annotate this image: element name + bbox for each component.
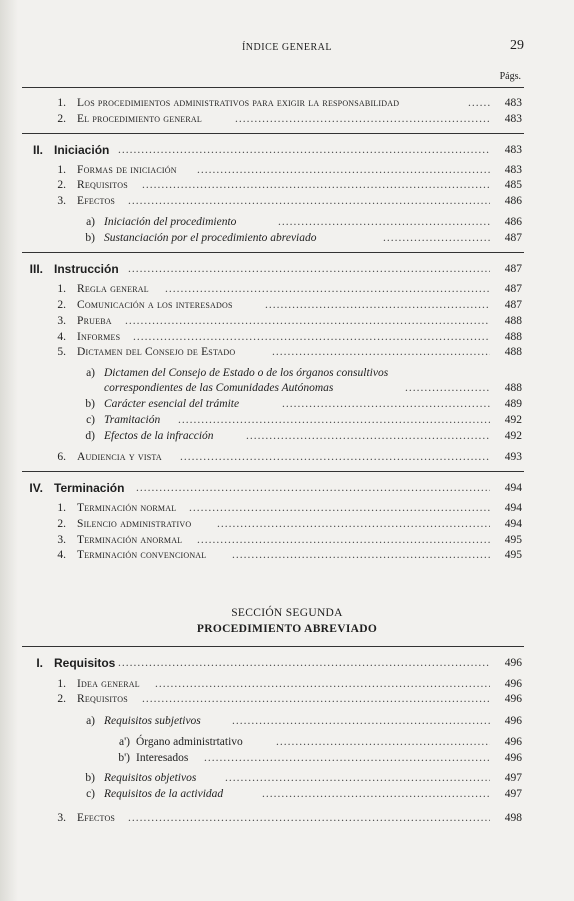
- toc-entry-title: Regla general: [77, 283, 149, 295]
- dot-leader: [246, 429, 490, 444]
- toc-entry-number: b'): [118, 752, 130, 764]
- dot-leader: [118, 656, 490, 671]
- toc-entry-title: Sustanciación por el procedimiento abreviado: [104, 232, 317, 244]
- dot-leader: [405, 381, 490, 396]
- toc-entry-page: 485: [504, 179, 522, 191]
- toc-entry-page: 483: [504, 113, 522, 125]
- toc-entry-number: 2.: [57, 113, 66, 125]
- toc-entry-number: d): [85, 430, 95, 442]
- dot-leader: [383, 231, 490, 246]
- dot-leader: [276, 735, 490, 750]
- toc-entry-title: Requisitos de la actividad: [104, 788, 224, 800]
- toc-entry: [0, 381, 574, 396]
- toc-entry: [0, 677, 574, 692]
- toc-entry: [0, 298, 574, 313]
- dot-leader: [272, 345, 490, 360]
- toc-entry-page: 488: [504, 315, 522, 327]
- pages-column-label: Págs.: [499, 71, 521, 82]
- toc-entry-title: Comunicación a los interesados: [77, 299, 233, 311]
- dot-leader: [468, 96, 490, 111]
- toc-entry: [0, 656, 574, 671]
- toc-entry-page: 496: [504, 657, 522, 669]
- toc-entry-number: a): [86, 367, 95, 379]
- toc-entry-title: Efectos de la infracción: [104, 430, 214, 442]
- dot-leader: [225, 771, 490, 786]
- toc-entry-title: Requisitos subjetivos: [104, 715, 201, 727]
- toc-entry-number: a'): [118, 736, 130, 748]
- toc-entry-page: 493: [504, 451, 522, 463]
- toc-entry-title: Requisitos objetivos: [104, 772, 197, 784]
- toc-entry-page: 498: [504, 812, 522, 824]
- section-divider: [22, 471, 524, 472]
- toc-entry-page: 496: [504, 678, 522, 690]
- toc-entry-number: 1.: [57, 283, 66, 295]
- dot-leader: [125, 314, 490, 329]
- toc-entry-title: Formas de iniciación: [77, 164, 177, 176]
- dot-leader: [282, 397, 490, 412]
- toc-entry-title: Interesados: [136, 752, 189, 764]
- toc-entry: [0, 366, 574, 381]
- dot-leader: [165, 282, 490, 297]
- toc-entry-page: 487: [504, 263, 522, 275]
- dot-leader: [278, 215, 490, 230]
- toc-entry: [0, 143, 574, 158]
- toc-entry: [0, 714, 574, 729]
- toc-entry-number: 3.: [57, 812, 66, 824]
- dot-leader: [180, 450, 490, 465]
- toc-entry-title: Órgano administrtativo: [136, 736, 243, 748]
- toc-entry-page: 489: [504, 398, 522, 410]
- header-rule: [22, 87, 524, 88]
- toc-entry-number: 3.: [57, 195, 66, 207]
- toc-entry-page: 488: [504, 382, 522, 394]
- toc-entry-page: 487: [504, 299, 522, 311]
- dot-leader: [189, 501, 490, 516]
- toc-entry-number: 2.: [57, 179, 66, 191]
- dot-leader: [133, 330, 490, 345]
- toc-entry-title: Terminación normal: [77, 502, 177, 514]
- toc-entry-number: a): [86, 216, 95, 228]
- toc-entry-title: correspondientes de las Comunidades Autónomas: [104, 382, 334, 394]
- toc-entry: [0, 771, 574, 786]
- toc-entry: [0, 112, 574, 127]
- toc-entry-number: b): [85, 232, 95, 244]
- toc-entry: [0, 397, 574, 412]
- dot-leader: [197, 533, 490, 548]
- dot-leader: [142, 178, 490, 193]
- toc-entry-page: 495: [504, 549, 522, 561]
- toc-entry-page: 483: [504, 97, 522, 109]
- toc-entry-title: Efectos: [77, 195, 116, 207]
- toc-entry-number: 4.: [57, 549, 66, 561]
- toc-entry-page: 492: [504, 414, 522, 426]
- toc-entry: [0, 481, 574, 496]
- toc-entry-title: Efectos: [77, 812, 116, 824]
- toc-entry: [0, 735, 574, 750]
- toc-entry-title: Audiencia y vista: [77, 451, 162, 463]
- toc-entry-page: 488: [504, 331, 522, 343]
- dot-leader: [235, 112, 490, 127]
- toc-entry-number: II.: [32, 143, 43, 157]
- toc-entry: [0, 96, 574, 111]
- toc-entry-title: Dictamen del Consejo de Estado o de los órganos consultivos: [104, 367, 389, 379]
- toc-entry-number: 2.: [57, 518, 66, 530]
- toc-entry: [0, 163, 574, 178]
- toc-entry: [0, 751, 574, 766]
- toc-entry: [0, 429, 574, 444]
- toc-entry-page: 496: [504, 752, 522, 764]
- toc-entry-page: 494: [504, 502, 522, 514]
- toc-entry: [0, 314, 574, 329]
- toc-entry: [0, 194, 574, 209]
- toc-entry: [0, 450, 574, 465]
- toc-entry-page: 497: [504, 788, 522, 800]
- toc-entry-page: 496: [504, 736, 522, 748]
- toc-entry: [0, 345, 574, 360]
- dot-leader: [155, 677, 490, 692]
- section-divider: [22, 252, 524, 253]
- toc-entry-page: 496: [504, 715, 522, 727]
- toc-entry-title: Iniciación: [54, 143, 110, 157]
- toc-entry: [0, 282, 574, 297]
- dot-leader: [232, 714, 490, 729]
- toc-entry-number: I.: [36, 656, 43, 670]
- toc-entry-page: 487: [504, 232, 522, 244]
- toc-entry-page: 486: [504, 216, 522, 228]
- section-subtitle: PROCEDIMIENTO ABREVIADO: [196, 623, 378, 635]
- toc-entry-title: Carácter esencial del trámite: [104, 398, 240, 410]
- toc-entry-page: 488: [504, 346, 522, 358]
- toc-entry-page: 492: [504, 430, 522, 442]
- section-divider: [22, 133, 524, 134]
- dot-leader: [265, 298, 490, 313]
- toc-entry: [0, 787, 574, 802]
- dot-leader: [204, 751, 490, 766]
- dot-leader: [136, 481, 490, 496]
- toc-entry-page: 497: [504, 772, 522, 784]
- toc-entry-number: 1.: [57, 678, 66, 690]
- toc-entry-number: 5.: [57, 346, 66, 358]
- toc-entry-title: Silencio administrativo: [77, 518, 192, 530]
- toc-entry: [0, 330, 574, 345]
- toc-entry: [0, 501, 574, 516]
- dot-leader: [128, 262, 490, 277]
- toc-entry-number: a): [86, 715, 95, 727]
- toc-entry: [0, 533, 574, 548]
- section-title: SECCIÓN SEGUNDA: [231, 607, 343, 619]
- toc-entry-title: Instrucción: [54, 262, 119, 276]
- dot-leader: [217, 517, 490, 532]
- toc-entry-page: 495: [504, 534, 522, 546]
- dot-leader: [178, 413, 490, 428]
- toc-entry-title: Prueba: [77, 315, 112, 327]
- toc-entry-page: 494: [504, 482, 522, 494]
- toc-entry-title: Iniciación del procedimiento: [104, 216, 237, 228]
- toc-entry-title: Terminación: [54, 481, 125, 495]
- toc-entry-title: Tramitación: [104, 414, 161, 426]
- section-divider: [22, 646, 524, 647]
- toc-entry-number: b): [85, 772, 95, 784]
- toc-entry: [0, 548, 574, 563]
- toc-entry: [0, 517, 574, 532]
- toc-entry-number: III.: [29, 262, 43, 276]
- toc-entry-title: Idea general: [77, 678, 140, 690]
- toc-entry-title: Informes: [77, 331, 121, 343]
- toc-entry-title: Requisitos: [77, 179, 128, 191]
- toc-entry-title: Los procedimientos administrativos para exigir la responsabilidad: [77, 97, 400, 109]
- toc-entry-title: Requisitos: [54, 656, 116, 670]
- toc-entry-number: 3.: [57, 315, 66, 327]
- toc-entry: [0, 811, 574, 826]
- toc-entry-number: 1.: [57, 164, 66, 176]
- dot-leader: [118, 143, 490, 158]
- running-head: ÍNDICE GENERAL: [241, 42, 333, 53]
- toc-entry-number: c): [86, 788, 95, 800]
- toc-entry: [0, 178, 574, 193]
- toc-entry-number: c): [86, 414, 95, 426]
- toc-entry-number: 1.: [57, 97, 66, 109]
- toc-entry-title: Dictamen del Consejo de Estado: [77, 346, 236, 358]
- toc-entry: [0, 262, 574, 277]
- toc-entry-page: 494: [504, 518, 522, 530]
- toc-entry-page: 483: [504, 164, 522, 176]
- toc-entry: [0, 215, 574, 230]
- toc-entry-page: 483: [504, 144, 522, 156]
- toc-entry: [0, 692, 574, 707]
- toc-entry-title: Requisitos: [77, 693, 128, 705]
- toc-entry-page: 486: [504, 195, 522, 207]
- toc-entry-number: 4.: [57, 331, 66, 343]
- dot-leader: [197, 163, 490, 178]
- toc-entry-title: Terminación convencional: [77, 549, 207, 561]
- toc-entry-number: 2.: [57, 299, 66, 311]
- page-number: 29: [510, 38, 524, 53]
- dot-leader: [128, 194, 490, 209]
- toc-entry: [0, 231, 574, 246]
- toc-entry-title: Terminación anormal: [77, 534, 183, 546]
- toc-entry-number: 6.: [57, 451, 66, 463]
- toc-entry-title: El procedimiento general: [77, 113, 202, 125]
- toc-entry-number: 2.: [57, 693, 66, 705]
- dot-leader: [262, 787, 490, 802]
- toc-entry: [0, 413, 574, 428]
- dot-leader: [128, 811, 490, 826]
- toc-entry-page: 496: [504, 693, 522, 705]
- toc-entry-number: 1.: [57, 502, 66, 514]
- dot-leader: [232, 548, 490, 563]
- toc-entry-page: 487: [504, 283, 522, 295]
- toc-entry-number: 3.: [57, 534, 66, 546]
- dot-leader: [142, 692, 490, 707]
- toc-entry-number: b): [85, 398, 95, 410]
- toc-entry-number: IV.: [29, 481, 43, 495]
